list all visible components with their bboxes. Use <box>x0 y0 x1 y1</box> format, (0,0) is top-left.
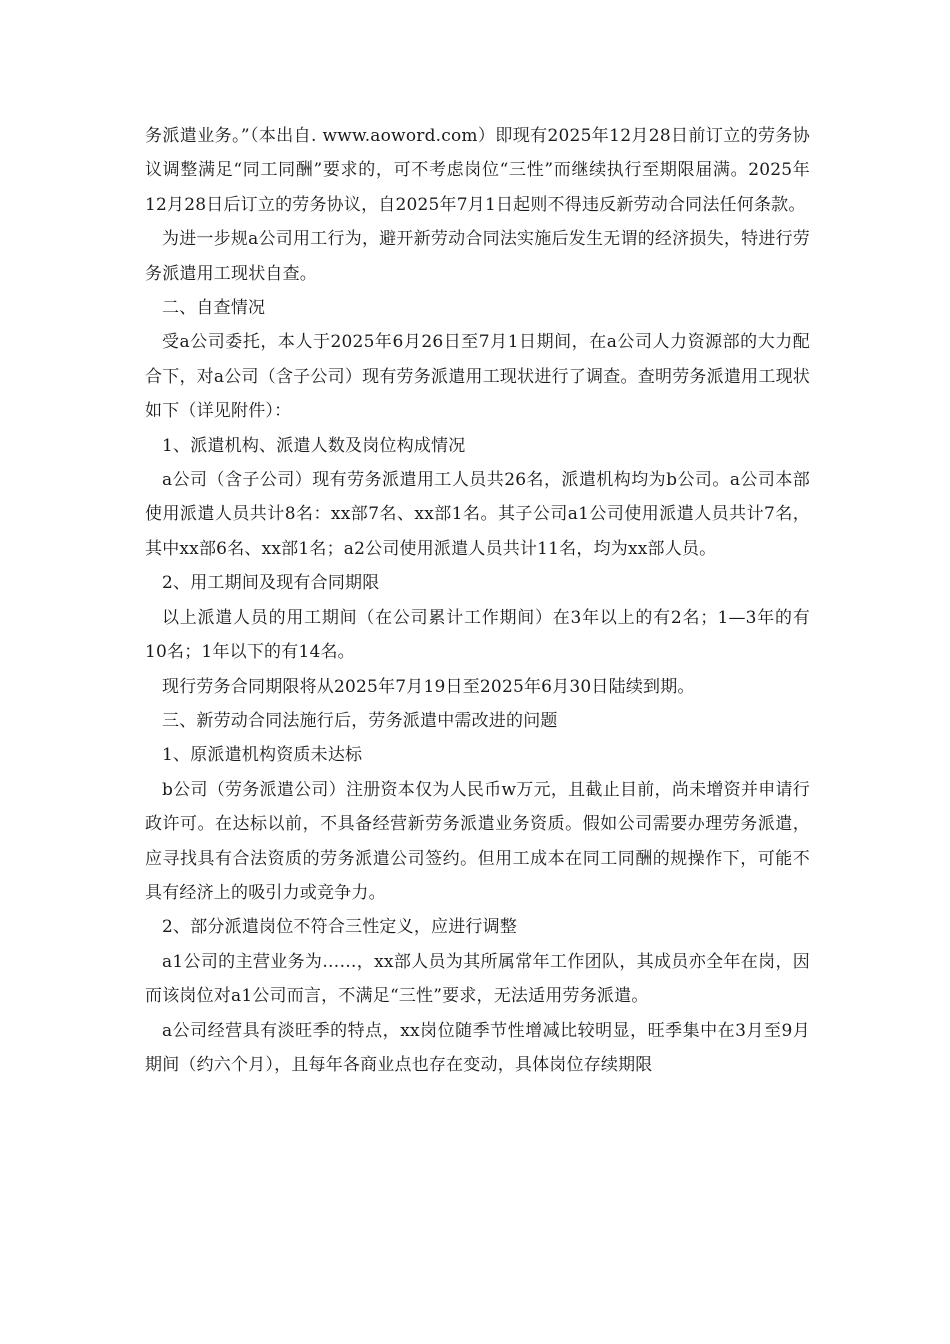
subheading-qualification: 1、原派遣机构资质未达标 <box>162 745 363 766</box>
section-heading-self-check: 二、自查情况 <box>162 298 266 319</box>
paragraph-6: 现行劳务合同期限将从2025年7月19日至2025年6月30日陆续到期。 <box>162 676 695 697</box>
subheading-dispatch-structure: 1、派遣机构、派遣人数及岗位构成情况 <box>162 435 466 456</box>
paragraph-7: b公司（劳务派遣公司）注册资本仅为人民币w万元，且截止目前，尚未增资并申请行政许可。在达标以前，不具备经营新劳务派遣业务资质。假如公司需要办理劳务派遣，应寻找具有合法资质的劳务派遣公司签约。但用工成本在同工同酬的规操作下，可能不具有经济上的吸引力或竞争力。 <box>145 779 810 903</box>
paragraph-3: 受a公司委托，本人于2025年6月26日至7月1日期间，在a公司人力资源部的大力配合下，对a公司（含子公司）现有劳务派遣用工现状进行了调查。查明劳务派遣用工现状如下（详见附件）： <box>145 332 810 422</box>
section-heading-issues: 三、新劳动合同法施行后，劳务派遣中需改进的问题 <box>162 710 558 731</box>
document-body <box>145 119 810 1082</box>
paragraph-2: 为进一步规a公司用工行为，避开新劳动合同法实施后发生无谓的经济损失，特进行劳务派遣用工现状自查。 <box>145 229 810 284</box>
paragraph-8: a1公司的主营业务为……，xx部人员为其所属常年工作团队，其成员亦全年在岗，因而该岗位对a1公司而言，不满足“三性”要求，无法适用劳务派遣。 <box>145 951 810 1007</box>
paragraph-4: a公司（含子公司）现有劳务派遣用工人员共26名，派遣机构均为b公司。a公司本部使用派遣人员共计8名：xx部7名、xx部1名。其子公司a1公司使用派遣人员共计7名，其中xx部6名、xx部1名；a2公司使用派遣人员共计11名，均为xx部人员。 <box>145 470 810 559</box>
subheading-three-characteristics: 2、部分派遣岗位不符合三性定义，应进行调整 <box>162 917 518 938</box>
paragraph-9: a公司经营具有淡旺季的特点，xx岗位随季节性增减比较明显，旺季集中在3月至9月期间（约六个月），且每年各商业点也存在变动，具体岗位存续期限 <box>145 1020 810 1075</box>
subheading-contract-period: 2、用工期间及现有合同期限 <box>162 573 380 594</box>
paragraph-5: 以上派遣人员的用工期间（在公司累计工作期间）在3年以上的有2名；1—3年的有10名；1年以下的有14名。 <box>145 607 810 663</box>
paragraph-1: 务派遣业务。”（本出自. www.aoword.com）即现有2025年12月28日前订立的劳务协议调整满足“同工同酬”要求的，可不考虑岗位“三性”而继续执行至期限届满。2025年12月28日后订立的劳务协议，自2025年7月1日起则不得违反新劳动合同法任何条款。 <box>145 126 810 215</box>
